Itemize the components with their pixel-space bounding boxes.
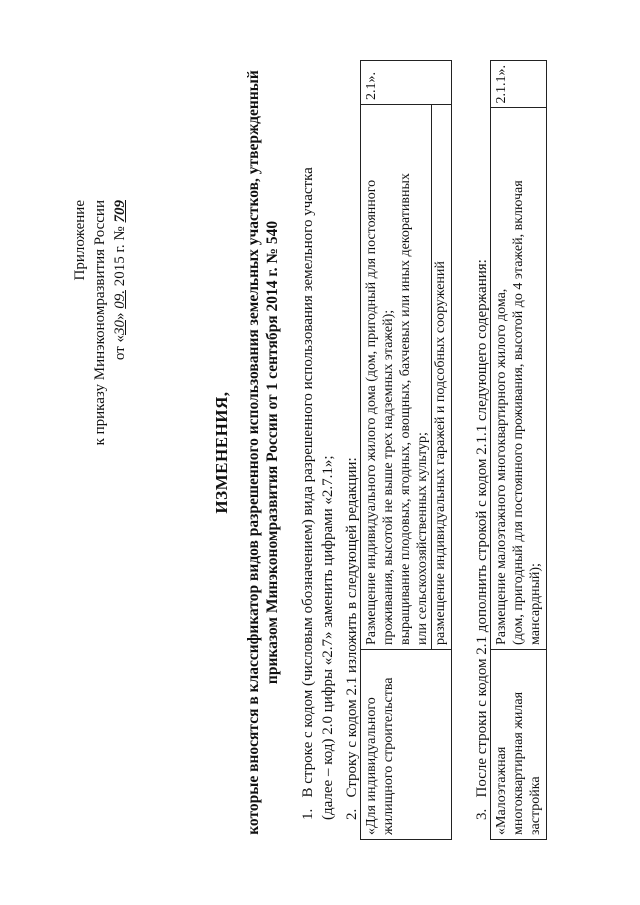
appendix-line3: от «30» 09. 2015 г. № 709: [112, 200, 128, 361]
table-2-1-1-desc-line: мансардный);: [528, 563, 543, 645]
table-2-1-code: 2.1».: [361, 61, 452, 105]
item-3: [472, 259, 492, 820]
table-2-1-1-desc-line: (дом, пригодный для постоянного проживания, высотой до 4 этажей, включая: [511, 180, 526, 645]
table-2-1-desc-line: выращивание плодовых, ягодных, овощных, бахчевых или иных декоративных: [398, 173, 413, 645]
table-row: [361, 61, 452, 840]
document-subtitle-1: которые вносятся в классификатор видов разрешенного использования земельных участков, утвержденный: [245, 70, 262, 835]
table-2-1-1-description: [491, 108, 547, 650]
item-1-text: В строке с кодом (числовым обозначением) вида разрешенного использования земельного участка: [300, 167, 316, 798]
table-2-1-1-code: 2.1.1».: [491, 61, 547, 109]
table-2-1-1: [490, 60, 547, 840]
table-2-1-1-name: «Малоэтажная многоквартирная жилая застройка: [491, 650, 547, 840]
appendix-line2: к приказу Минэкономразвития России: [92, 200, 108, 446]
item-1-number: 1.: [300, 808, 316, 820]
document-subtitle-2: приказом Минэкономразвития России от 1 сентября 2014 г. № 540: [264, 220, 281, 685]
table-2-1-name: «Для индивидуального жилищного строительства: [361, 650, 452, 840]
appendix-month: 09.: [112, 290, 128, 309]
item-3-text: После строки с кодом 2.1 дополнить строкой с кодом 2.1.1 следующего содержания:: [474, 259, 490, 798]
table-2-1-desc-line: или сельскохозяйственных культур;: [415, 432, 430, 645]
item-1: [298, 60, 318, 820]
table-2-1-desc-line: проживания, высотой не выше трех надземных этажей);: [381, 309, 396, 645]
table-row: [491, 61, 547, 840]
item-3-number: 3.: [474, 808, 490, 820]
table-2-1-1-desc-line: Размещение малоэтажного многоквартирного жилого дома,: [494, 288, 509, 645]
item-2-text: Строку с кодом 2.1 изложить в следующей редакции:: [344, 457, 360, 798]
table-2-1-description: [361, 105, 452, 650]
appendix-block: [70, 200, 130, 500]
order-number: 709: [112, 200, 128, 223]
table-2-1-desc-line: Размещение индивидуального жилого дома (дом, пригодный для постоянного: [364, 179, 379, 645]
item-1-continuation: (далее – код) 2.0 цифры «2.7» заменить цифрами «2.7.1»;: [320, 455, 336, 820]
table-2-1-desc-line: размещение индивидуальных гаражей и подсобных сооружений: [431, 105, 449, 649]
appendix-day: 30: [112, 320, 128, 336]
item-2: [342, 457, 362, 820]
item-2-number: 2.: [344, 808, 360, 820]
document-title: ИЗМЕНЕНИЯ,: [212, 391, 231, 514]
appendix-line1: Приложение: [72, 200, 88, 281]
table-2-1: [360, 60, 452, 840]
